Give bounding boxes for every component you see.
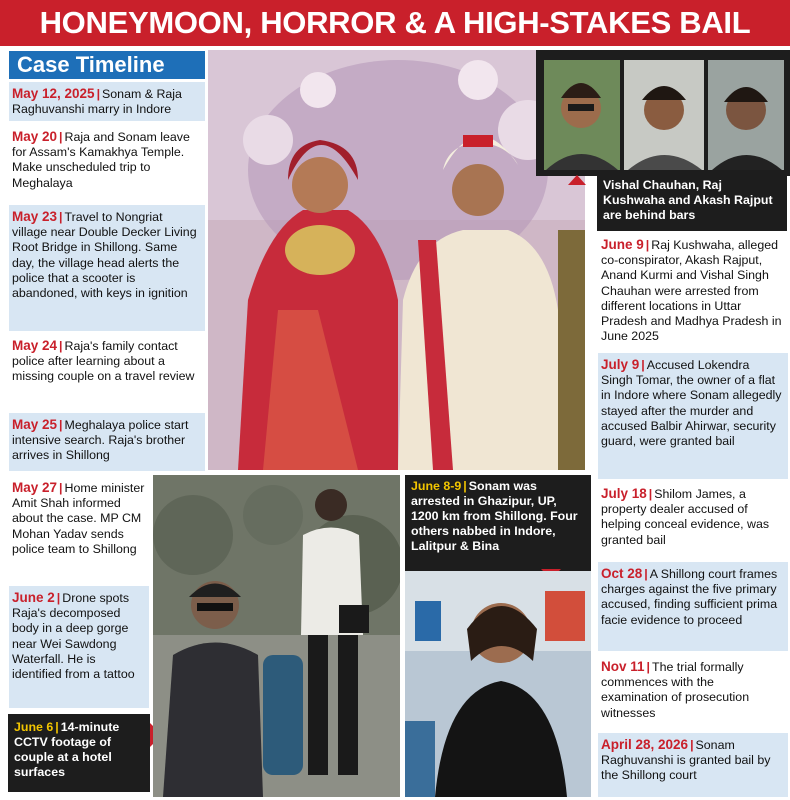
cctv-footage-photo: [153, 475, 400, 797]
timeline-entry-nov11: [598, 655, 788, 729]
entry-separator: |: [55, 720, 59, 734]
entry-text: Home minister Amit Shah informed about the case. MP CM Mohan Yadav sends police team to Shillong: [12, 481, 145, 556]
timeline-entry-july18: [598, 482, 788, 558]
entry-date: May 23: [12, 209, 58, 224]
entry-text: Sonam was arrested in Ghazipur, UP, 1200 km from Shillong. Four others nabbed in Indore, Lalitpur & Bina: [411, 479, 578, 553]
entry-separator: |: [56, 591, 61, 605]
timeline-entry-may12: [9, 82, 205, 121]
entry-date: May 25: [12, 417, 58, 432]
entry-date: May 24: [12, 338, 58, 353]
entry-text: The trial formally commences with the examination of prosecution witnesses: [601, 660, 750, 720]
headline-banner: [0, 0, 790, 46]
entry-separator: |: [463, 479, 467, 493]
entry-separator: |: [96, 87, 101, 101]
headline: HONEYMOON, HORROR & A HIGH-STAKES BAIL: [39, 5, 751, 40]
timeline-entry-may24: [9, 334, 205, 410]
entry-date: June 2: [12, 590, 55, 605]
entry-date: May 27: [12, 480, 58, 495]
entry-date: Nov 11: [601, 659, 645, 674]
entry-date: July 9: [601, 357, 640, 372]
entry-date: May 12, 2025: [12, 86, 95, 101]
entry-separator: |: [641, 358, 645, 372]
timeline-entry-july9: [598, 353, 788, 479]
june89-caption: [405, 475, 591, 571]
entry-text: Meghalaya police start intensive search. Raja's brother arrives in Shillong: [12, 418, 189, 463]
timeline-entry-april28: [598, 733, 788, 797]
entry-separator: |: [59, 418, 63, 432]
entry-text: 14-minute CCTV footage of couple at a hotel surfaces: [14, 720, 120, 779]
entry-date: June 6: [14, 720, 54, 734]
suspects-caption-arrow: [568, 175, 586, 185]
entry-separator: |: [646, 660, 650, 674]
entry-separator: |: [690, 738, 694, 752]
arrest-photo: [405, 571, 591, 797]
timeline-entry-june2: [9, 586, 149, 708]
entry-date: May 20: [12, 129, 58, 144]
timeline-entry-may27: [9, 476, 149, 582]
entry-separator: |: [644, 567, 648, 581]
entry-text: Accused Lokendra Singh Tomar, the owner of a flat in Indore where Sonam allegedly stayed after the murder and accused Balbir Ahirwar, security guard, were granted bail: [601, 358, 782, 449]
wedding-photo: [208, 50, 585, 470]
timeline-entry-oct28: [598, 562, 788, 651]
timeline-entry-may20: [9, 125, 205, 201]
entry-separator: |: [59, 481, 63, 495]
entry-separator: |: [645, 238, 650, 252]
timeline-entry-may23: [9, 205, 205, 331]
entry-date: June 8-9: [411, 479, 462, 493]
entry-date: June 9: [601, 237, 644, 252]
entry-separator: |: [59, 339, 63, 353]
entry-text: Travel to Nongriat village near Double Decker Living Root Bridge in Shillong. Same day, the village head alerts the police that a scooter is abandoned, with keys in ignition: [12, 210, 197, 301]
june6-caption: [8, 714, 150, 792]
entry-text: Shilom James, a property dealer accused of helping conceal evidence, was granted bail: [601, 487, 770, 547]
entry-separator: |: [59, 210, 63, 224]
entry-date: Oct 28: [601, 566, 643, 581]
suspects-photo: [536, 50, 790, 176]
entry-separator: |: [648, 487, 653, 501]
entry-separator: |: [59, 130, 63, 144]
timeline-heading: Case Timeline: [9, 51, 205, 79]
entry-text: A Shillong court frames charges against the five primary accused, finding sufficient prima facie evidence to proceed: [601, 567, 778, 627]
entry-date: April 28, 2026: [601, 737, 689, 752]
entry-text: Drone spots Raja's decomposed body in a deep gorge near Wei Sawdong Waterfall. He is identified from a tattoo: [12, 591, 135, 682]
entry-text: Sonam Raghuvanshi is granted bail by the Shillong court: [601, 738, 771, 783]
suspects-caption: Vishal Chauhan, Raj Kushwaha and Akash Rajput are behind bars: [597, 175, 787, 231]
entry-text: Raj Kushwaha, alleged co-conspirator, Akash Rajput, Anand Kurmi and Vishal Singh Chauhan were arrested from different locations in Uttar Pradesh and Madhya Pradesh in June 2025: [601, 238, 782, 344]
timeline-entry-may25: [9, 413, 205, 471]
timeline-entry-june9: [598, 233, 788, 349]
entry-text: Raja's family contact police after learning about a missing couple on a travel review: [12, 339, 195, 384]
entry-text: Sonam & Raja Raghuvanshi marry in Indore: [12, 87, 182, 117]
entry-date: July 18: [601, 486, 647, 501]
entry-text: Raja and Sonam leave for Assam's Kamakhya Temple. Make unscheduled trip to Meghalaya: [12, 130, 190, 190]
